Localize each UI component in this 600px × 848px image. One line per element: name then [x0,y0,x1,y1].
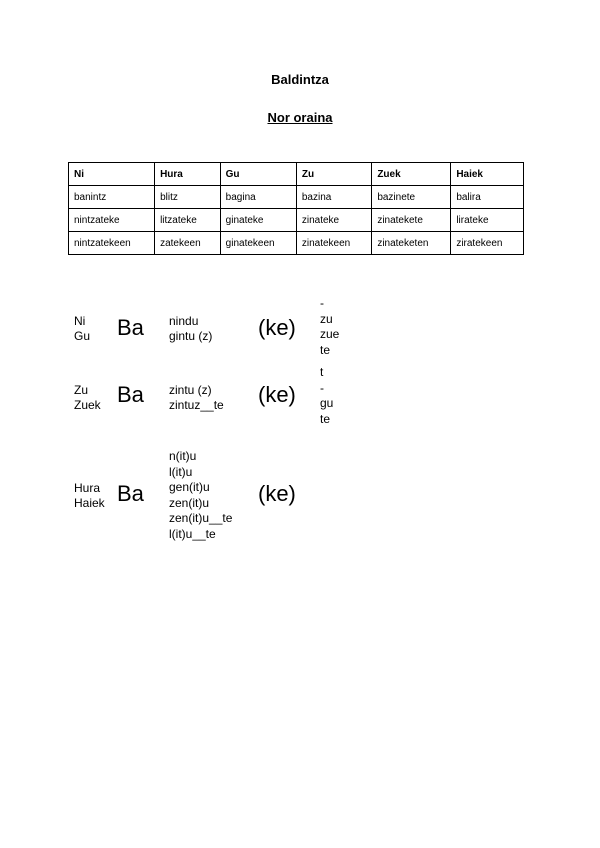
person-label: Zuek [74,398,101,412]
table-row [69,232,524,255]
person-labels [74,383,101,413]
person-label: Ni [74,314,86,328]
table-cell: zinatekeen [296,232,371,255]
ke-marker: (ke) [258,315,296,340]
suffix: te [320,411,331,426]
table-cell: nintzateke [69,209,155,232]
table-cell: banintz [69,186,155,209]
table-cell: bazina [296,186,371,209]
verb-form: zen(it)u [169,495,210,510]
header-cell: Haiek [451,163,524,186]
person-label: Haiek [74,496,105,510]
table-cell: zatekeen [155,232,221,255]
suffix-list [320,365,333,427]
table-cell: nintzatekeen [69,232,155,255]
verb-form: l(it)u [169,464,193,479]
header-cell: Gu [220,163,296,186]
verb-forms [169,314,212,344]
ba-prefix: Ba [117,481,144,506]
verb-forms [169,383,224,413]
table-cell: ziratekeen [451,232,524,255]
table-row [69,186,524,209]
table-cell: blitz [155,186,221,209]
table-cell: zinatekete [372,209,451,232]
verb-form: gintu (z) [169,329,213,343]
table-header-row [69,163,524,186]
suffix: - [320,380,324,395]
suffix: te [320,342,331,357]
table-cell: bagina [220,186,296,209]
table-cell: bazinete [372,186,451,209]
ba-prefix: Ba [117,315,144,340]
ba-prefix: Ba [117,382,144,407]
page-title: Baldintza [271,72,329,87]
verb-form: gen(it)u [169,480,210,494]
table-cell: lirateke [451,209,524,232]
suffix-list [320,296,339,358]
table-cell: zinateke [296,209,371,232]
page-subtitle: Nor oraina [267,110,333,125]
verb-form: l(it)u__te [169,526,216,541]
verb-form: n(it)u [169,449,197,463]
header-cell: Zu [296,163,371,186]
ke-marker: (ke) [258,481,296,506]
suffix: zue [320,327,340,341]
verb-form: zintu (z) [169,383,212,397]
conjugation-table [68,162,524,255]
table-cell: balira [451,186,524,209]
header-cell: Ni [69,163,155,186]
person-label: Zu [74,383,89,397]
header-cell: Zuek [372,163,451,186]
table-cell: ginatekeen [220,232,296,255]
suffix: - [320,296,324,310]
person-labels [74,314,90,344]
header-cell: Hura [155,163,221,186]
table-cell: ginateke [220,209,296,232]
verb-form: zintuz__te [169,398,224,412]
verb-form: zen(it)u__te [169,511,233,525]
person-labels [74,481,105,511]
suffix: gu [320,396,334,410]
table-cell: zinateketen [372,232,451,255]
verb-form: nindu [169,314,199,328]
person-label: Gu [74,329,91,343]
suffix: zu [320,311,333,326]
suffix: t [320,365,324,379]
table-cell: litzateke [155,209,221,232]
table-row [69,209,524,232]
person-label: Hura [74,481,101,495]
verb-forms [169,449,232,542]
ke-marker: (ke) [258,382,296,407]
